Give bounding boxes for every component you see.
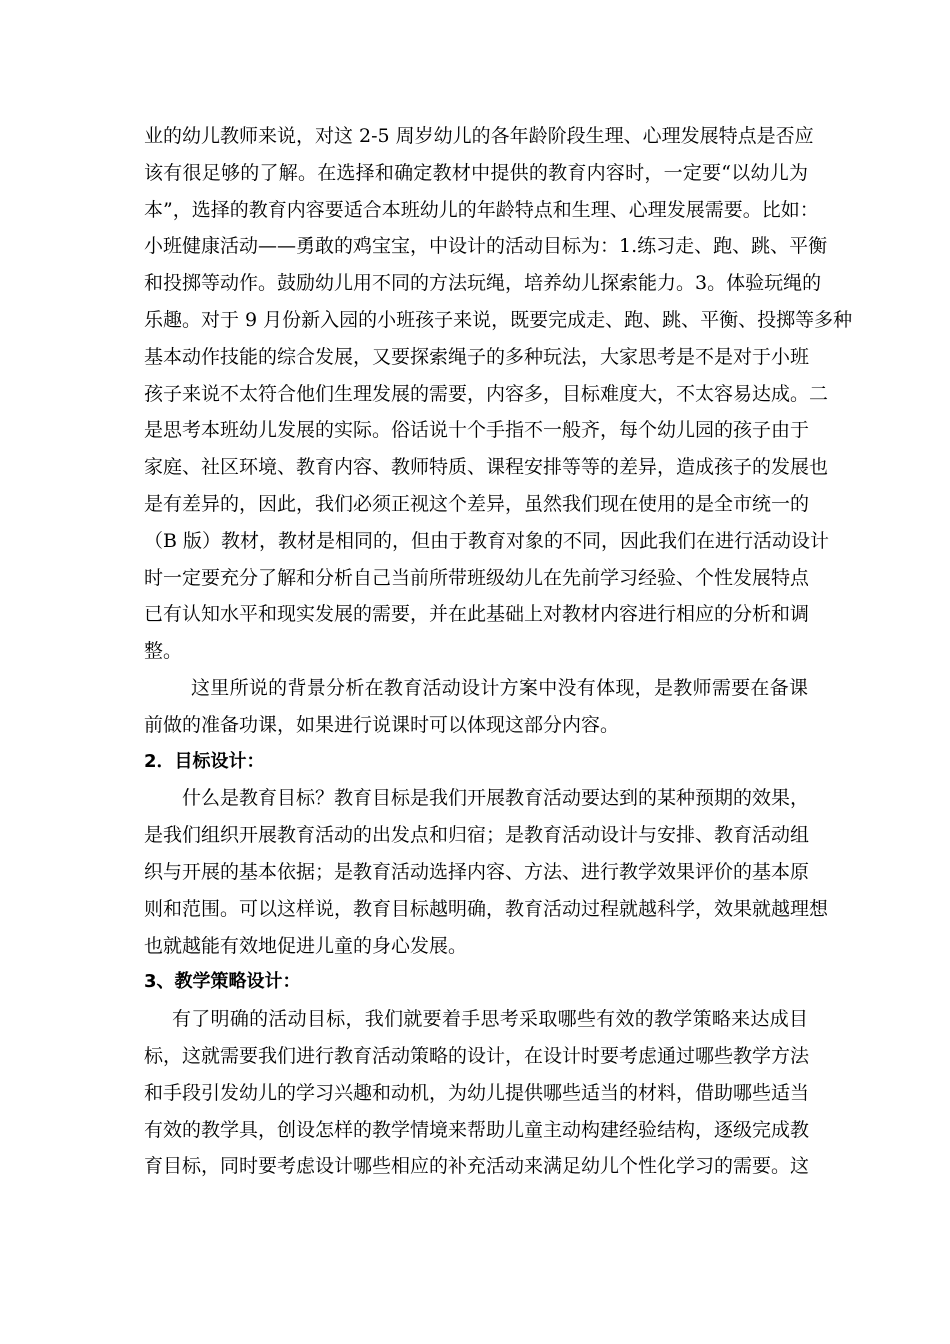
text-line: 是思考本班幼儿发展的实际。俗话说十个手指不一般齐，每个幼儿园的孩子由于	[144, 419, 810, 442]
text-line: 织与开展的基本依据；是教育活动选择内容、方法、进行教学效果评价的基本原	[144, 860, 810, 883]
paragraph-goal-design	[144, 780, 829, 964]
text-line: 整。	[144, 640, 183, 663]
text-line: 是有差异的，因此，我们必须正视这个差异，虽然我们现在使用的是全市统一的	[144, 492, 810, 515]
text-line: 这里所说的背景分析在教育活动设计方案中没有体现，是教师需要在备课	[191, 676, 808, 699]
text-line: 有了明确的活动目标，我们就要着手思考采取哪些有效的教学策略来达成目	[172, 1008, 808, 1031]
text-line: 小班健康活动——勇敢的鸡宝宝，中设计的活动目标为：1.练习走、跑、跳、平衡	[144, 235, 828, 258]
text-line: 和手段引发幼儿的学习兴趣和动机，为幼儿提供哪些适当的材料，借助哪些适当	[144, 1081, 810, 1104]
text-line: 则和范围。可以这样说，教育目标越明确，教育活动过程就越科学，效果就越理想	[144, 897, 829, 920]
text-line: 有效的教学具，创设怎样的教学情境来帮助儿童主动构建经验结构，逐级完成教	[144, 1118, 810, 1141]
paragraph-background-analysis	[144, 118, 853, 670]
text-line: 时一定要充分了解和分析自己当前所带班级幼儿在先前学习经验、个性发展特点	[144, 566, 810, 589]
text-line: 业的幼儿教师来说，对这 2-5 周岁幼儿的各年龄阶段生理、心理发展特点是否应	[144, 125, 814, 147]
text-line: 已有认知水平和现实发展的需要，并在此基础上对教材内容进行相应的分析和调	[144, 603, 810, 626]
paragraph-background-note	[144, 670, 808, 744]
text-line: （B 版）教材，教材是相同的，但由于教育对象的不同，因此我们在进行活动设计	[144, 529, 830, 552]
text-line: 家庭、社区环境、教育内容、教师特质、课程安排等等的差异，造成孩子的发展也	[144, 456, 829, 479]
text-line: 什么是教育目标？教育目标是我们开展教育活动要达到的某种预期的效果，	[182, 787, 810, 810]
section-heading-teaching-strategy: 3、教学策略设计：	[144, 971, 301, 993]
text-line: 本”，选择的教育内容要适合本班幼儿的年龄特点和生理、心理发展需要。比如：	[144, 198, 819, 221]
text-line: 该有很足够的了解。在选择和确定教材中提供的教育内容时，一定要“以幼儿为	[144, 161, 808, 184]
text-line: 育目标，同时要考虑设计哪些相应的补充活动来满足幼儿个性化学习的需要。这	[144, 1155, 810, 1178]
section-heading-goal-design: 2．目标设计：	[144, 750, 265, 772]
paragraph-teaching-strategy	[144, 1001, 808, 1185]
document-body	[144, 118, 853, 1185]
text-line: 标，这就需要我们进行教育活动策略的设计，在设计时要考虑通过哪些教学方法	[144, 1044, 810, 1067]
text-line: 乐趣。对于 9 月份新入园的小班孩子来说，既要完成走、跑、跳、平衡、投掷等多种	[144, 308, 853, 331]
text-line: 也就越能有效地促进儿童的身心发展。	[144, 934, 468, 957]
text-line: 孩子来说不太符合他们生理发展的需要，内容多，目标难度大，不太容易达成。二	[144, 382, 829, 405]
text-line: 前做的准备功课，如果进行说课时可以体现这部分内容。	[144, 713, 620, 736]
text-line: 是我们组织开展教育活动的出发点和归宿；是教育活动设计与安排、教育活动组	[144, 824, 810, 847]
text-line: 和投掷等动作。鼓励幼儿用不同的方法玩绳，培养幼儿探索能力。3。体验玩绳的	[144, 272, 822, 295]
text-line: 基本动作技能的综合发展，又要探索绳子的多种玩法，大家思考是不是对于小班	[144, 345, 810, 368]
